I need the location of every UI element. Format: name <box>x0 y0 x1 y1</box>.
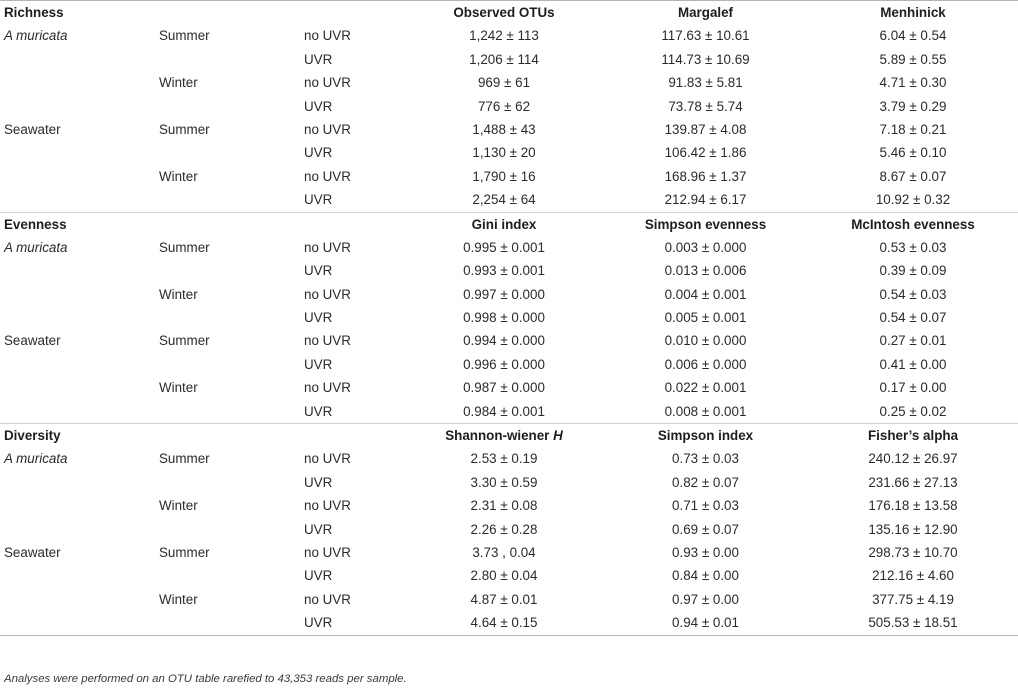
value-cell: 0.17 ± 0.00 <box>879 380 947 396</box>
season-cell <box>155 141 300 164</box>
value-cell: 0.993 ± 0.001 <box>463 263 545 279</box>
season-cell <box>155 611 300 635</box>
value-cell: 0.73 ± 0.03 <box>672 451 739 467</box>
column-header: Gini index <box>405 212 603 236</box>
group-cell <box>0 141 155 164</box>
value-cell: 1,790 ± 16 <box>472 168 536 184</box>
value-cell: 0.987 ± 0.000 <box>463 380 545 396</box>
value-cell: 6.04 ± 0.54 <box>879 28 947 44</box>
value-cell: 117.63 ± 10.61 <box>661 28 750 44</box>
treatment-cell: no UVR <box>304 121 351 137</box>
treatment-cell: UVR <box>304 98 333 114</box>
value-cell: 0.997 ± 0.000 <box>463 286 545 302</box>
table-row <box>0 283 1018 306</box>
value-cell: 0.010 ± 0.000 <box>664 333 747 349</box>
group-cell <box>0 400 155 424</box>
table-row <box>0 471 1018 494</box>
value-cell: 212.94 ± 6.17 <box>664 192 747 208</box>
group-cell: Seawater <box>4 121 61 137</box>
treatment-cell: UVR <box>304 474 333 490</box>
table-row <box>0 188 1018 212</box>
treatment-cell: UVR <box>304 145 333 161</box>
treatment-cell: UVR <box>304 51 333 67</box>
value-cell: 0.84 ± 0.00 <box>672 568 739 584</box>
value-cell: 7.18 ± 0.21 <box>879 121 947 137</box>
value-cell: 377.75 ± 4.19 <box>872 591 954 607</box>
group-cell <box>0 518 155 541</box>
group-cell <box>0 71 155 94</box>
treatment-cell: UVR <box>304 263 333 279</box>
section-label: Evenness <box>0 212 155 236</box>
value-cell: 0.39 ± 0.09 <box>879 263 947 279</box>
treatment-cell: UVR <box>304 356 333 372</box>
section-header-evenness <box>0 212 1018 236</box>
season-cell: Winter <box>159 75 198 91</box>
value-cell: 776 ± 62 <box>477 98 531 114</box>
group-cell <box>0 588 155 611</box>
column-header: Menhinick <box>808 1 1018 25</box>
value-cell: 0.97 ± 0.00 <box>672 591 739 607</box>
value-cell: 0.27 ± 0.01 <box>879 333 947 349</box>
value-cell: 505.53 ± 18.51 <box>808 611 1018 635</box>
treatment-cell: no UVR <box>304 333 351 349</box>
season-cell <box>155 518 300 541</box>
value-cell: 0.996 ± 0.000 <box>463 356 545 372</box>
value-cell: 0.994 ± 0.000 <box>463 333 545 349</box>
table-row <box>0 165 1018 188</box>
season-cell: Winter <box>159 380 198 396</box>
group-cell: Seawater <box>4 544 61 560</box>
table-row <box>0 141 1018 164</box>
value-cell: 0.013 ± 0.006 <box>664 263 747 279</box>
value-cell: 0.984 ± 0.001 <box>463 403 545 419</box>
table-row <box>0 306 1018 329</box>
value-cell: 3.79 ± 0.29 <box>879 98 947 114</box>
table-row <box>0 236 1018 259</box>
treatment-cell: no UVR <box>304 451 351 467</box>
value-cell: 0.41 ± 0.00 <box>879 356 947 372</box>
value-cell: 2.80 ± 0.04 <box>470 568 538 584</box>
value-cell: 240.12 ± 26.97 <box>868 451 958 467</box>
group-cell <box>0 188 155 212</box>
section-label: Richness <box>0 1 155 25</box>
value-cell: 4.64 ± 0.15 <box>405 611 603 635</box>
value-cell: 0.54 ± 0.03 <box>879 286 947 302</box>
value-cell: 0.005 ± 0.001 <box>664 310 747 326</box>
value-cell: 168.96 ± 1.37 <box>664 168 747 184</box>
value-cell: 8.67 ± 0.07 <box>879 168 947 184</box>
group-cell <box>0 376 155 399</box>
season-cell <box>155 306 300 329</box>
group-cell: A muricata <box>4 451 68 467</box>
table-row <box>0 541 1018 564</box>
season-cell <box>155 400 300 424</box>
table-row <box>0 329 1018 352</box>
value-cell: 0.69 ± 0.07 <box>672 521 739 537</box>
group-cell <box>0 48 155 71</box>
value-cell: 0.004 ± 0.001 <box>664 286 747 302</box>
group-cell: Seawater <box>4 333 61 349</box>
season-cell: Winter <box>159 286 198 302</box>
value-cell: 73.78 ± 5.74 <box>668 98 743 114</box>
treatment-cell: no UVR <box>304 239 351 255</box>
value-cell: 1,488 ± 43 <box>472 121 536 137</box>
season-cell <box>155 353 300 376</box>
value-cell: 0.25 ± 0.02 <box>879 403 947 419</box>
treatment-cell: UVR <box>304 521 333 537</box>
table-row <box>0 95 1018 118</box>
group-cell <box>0 494 155 517</box>
season-cell: Summer <box>159 333 210 349</box>
value-cell: 0.995 ± 0.001 <box>463 239 545 255</box>
section-header-diversity <box>0 424 1018 448</box>
value-cell: 0.93 ± 0.00 <box>672 544 739 560</box>
value-cell: 3.30 ± 0.59 <box>470 474 538 490</box>
table-footnote: Analyses were performed on an OTU table rarefied to 43,353 reads per sample. <box>4 673 407 685</box>
table-row <box>0 259 1018 282</box>
column-header-shannon <box>405 424 603 448</box>
section-label: Diversity <box>0 424 155 448</box>
group-cell <box>0 95 155 118</box>
treatment-cell: UVR <box>304 192 333 208</box>
value-cell: 114.73 ± 10.69 <box>661 51 750 67</box>
value-cell: 2.53 ± 0.19 <box>470 451 538 467</box>
season-cell <box>155 95 300 118</box>
season-cell: Summer <box>159 451 210 467</box>
value-cell: 0.022 ± 0.001 <box>664 380 747 396</box>
value-cell: 0.998 ± 0.000 <box>463 310 545 326</box>
value-cell: 135.16 ± 12.90 <box>868 521 958 537</box>
treatment-cell: no UVR <box>304 28 351 44</box>
value-cell: 212.16 ± 4.60 <box>872 568 954 584</box>
table-row <box>0 353 1018 376</box>
group-cell <box>0 564 155 587</box>
season-cell <box>155 564 300 587</box>
table-row <box>0 71 1018 94</box>
treatment-cell: no UVR <box>304 544 351 560</box>
treatment-cell: UVR <box>304 403 333 419</box>
treatment-cell: no UVR <box>304 286 351 302</box>
table-row <box>0 611 1018 635</box>
value-cell: 969 ± 61 <box>477 75 531 91</box>
treatment-cell: no UVR <box>304 380 351 396</box>
value-cell: 5.46 ± 0.10 <box>879 145 947 161</box>
group-cell <box>0 353 155 376</box>
season-cell: Summer <box>159 121 210 137</box>
value-cell: 4.71 ± 0.30 <box>879 75 947 91</box>
value-cell: 298.73 ± 10.70 <box>868 544 958 560</box>
value-cell: 106.42 ± 1.86 <box>664 145 747 161</box>
value-cell: 4.87 ± 0.01 <box>470 591 538 607</box>
value-cell: 231.66 ± 27.13 <box>868 474 958 490</box>
season-cell: Winter <box>159 168 198 184</box>
season-cell <box>155 259 300 282</box>
treatment-cell: no UVR <box>304 75 351 91</box>
group-cell <box>0 283 155 306</box>
value-cell: 0.53 ± 0.03 <box>879 239 947 255</box>
treatment-cell: no UVR <box>304 591 351 607</box>
column-header-text: Shannon-wiener <box>445 428 554 444</box>
table-row <box>0 564 1018 587</box>
column-header: Observed OTUs <box>405 1 603 25</box>
group-cell <box>0 611 155 635</box>
value-cell: 5.89 ± 0.55 <box>879 51 947 67</box>
value-cell: 3.73 , 0.04 <box>472 544 536 560</box>
table-row <box>0 518 1018 541</box>
table-row <box>0 24 1018 47</box>
group-cell <box>0 165 155 188</box>
value-cell: 0.82 ± 0.07 <box>672 474 739 490</box>
season-cell: Summer <box>159 544 210 560</box>
value-cell: 139.87 ± 4.08 <box>664 121 747 137</box>
section-header-richness <box>0 1 1018 25</box>
table-row <box>0 48 1018 71</box>
column-header: McIntosh evenness <box>808 212 1018 236</box>
column-header: Fisher’s alpha <box>808 424 1018 448</box>
table-row <box>0 400 1018 424</box>
value-cell: 0.54 ± 0.07 <box>879 310 947 326</box>
column-header: Simpson evenness <box>603 212 808 236</box>
column-header: Margalef <box>603 1 808 25</box>
season-cell: Winter <box>159 498 198 514</box>
value-cell: 10.92 ± 0.32 <box>875 192 951 208</box>
season-cell: Summer <box>159 28 210 44</box>
season-cell: Summer <box>159 239 210 255</box>
table-row <box>0 588 1018 611</box>
value-cell: 0.71 ± 0.03 <box>672 498 739 514</box>
value-cell: 1,130 ± 20 <box>472 145 536 161</box>
treatment-cell: no UVR <box>304 498 351 514</box>
value-cell: 1,206 ± 114 <box>469 51 539 67</box>
table-row <box>0 376 1018 399</box>
value-cell: 2.26 ± 0.28 <box>470 521 538 537</box>
treatment-cell: UVR <box>300 611 405 635</box>
group-cell <box>0 259 155 282</box>
group-cell: A muricata <box>4 239 68 255</box>
table-row <box>0 494 1018 517</box>
value-cell: 0.008 ± 0.001 <box>664 403 747 419</box>
season-cell: Winter <box>159 591 198 607</box>
season-cell <box>155 48 300 71</box>
group-cell <box>0 306 155 329</box>
value-cell: 91.83 ± 5.81 <box>668 75 743 91</box>
value-cell: 1,242 ± 113 <box>469 28 539 44</box>
value-cell: 0.006 ± 0.000 <box>664 356 747 372</box>
treatment-cell: UVR <box>304 568 333 584</box>
column-header: Simpson index <box>603 424 808 448</box>
value-cell: 0.94 ± 0.01 <box>603 611 808 635</box>
value-cell: 2,254 ± 64 <box>472 192 536 208</box>
value-cell: 0.003 ± 0.000 <box>664 239 747 255</box>
group-cell: A muricata <box>4 28 68 44</box>
column-header-symbol: H <box>553 428 563 444</box>
group-cell <box>0 471 155 494</box>
treatment-cell: no UVR <box>304 168 351 184</box>
value-cell: 2.31 ± 0.08 <box>470 498 538 514</box>
table-row <box>0 118 1018 141</box>
value-cell: 176.18 ± 13.58 <box>868 498 958 514</box>
table-row <box>0 447 1018 470</box>
season-cell <box>155 188 300 212</box>
treatment-cell: UVR <box>304 310 333 326</box>
season-cell <box>155 471 300 494</box>
